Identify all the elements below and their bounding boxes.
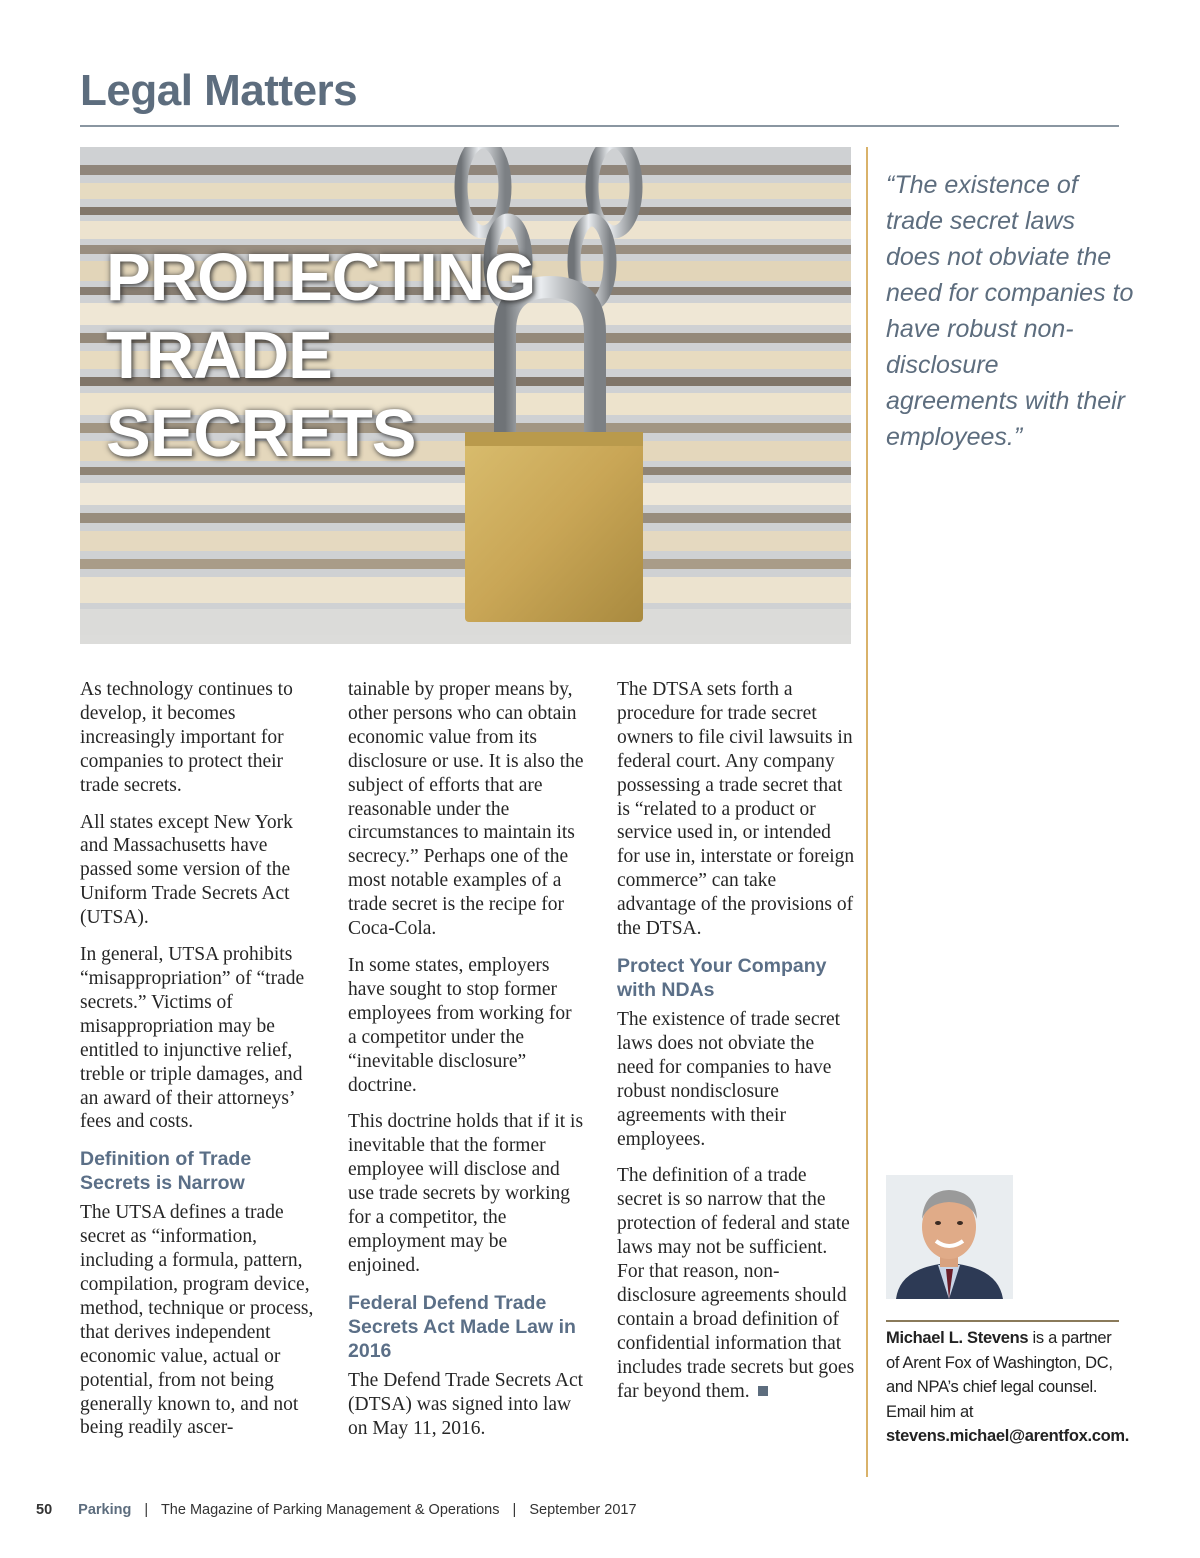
end-of-article-icon <box>758 1386 768 1396</box>
paragraph: In general, UTSA prohibits “misappropriation” of “trade secrets.” Victims of misappropriation may be entitled to injunctive relief, treble or triple damages, and an award of their attorneys’ fees and costs. <box>80 944 305 1133</box>
hero-title <box>106 239 535 473</box>
paragraph: This doctrine holds that if it is inevitable that the former employee will disclose and use trade secrets by working for a competitor, the employment may be enjoined. <box>348 1111 584 1276</box>
footer-separator: | <box>512 1502 517 1518</box>
subheading: Federal Defend Trade Secrets Act Made Law in 2016 <box>348 1291 576 1362</box>
paragraph: tainable by proper means by, other persons who can obtain economic value from its disclosure or use. It is also the subject of efforts that are reasonable under the circumstances to maintain its secrecy.” Perhaps one of the most notable examples of a trade secret is the recipe for Coca-Cola. <box>348 679 584 940</box>
paragraph: In some states, employers have sought to stop former employees from working for a competitor under the “inevitable disclosure” doctrine. <box>348 954 572 1096</box>
paragraph-last <box>617 1164 855 1403</box>
article-column-2 <box>348 678 584 1453</box>
author-email: stevens.michael@arentfox.com. <box>886 1427 1130 1445</box>
article-column-3 <box>617 678 855 1416</box>
subheading: Definition of Trade Secrets is Narrow <box>80 1148 252 1195</box>
title-divider <box>80 125 1119 127</box>
hero-title-line-1: PROTECTING <box>106 240 536 315</box>
paragraph-text: The definition of a trade secret is so narrow that the protection of federal and state laws may not be sufficient. For that reason, non-disclosure agreements should contain a broad definition of confidential information that includes trade secrets but goes far beyond them. <box>617 1165 855 1402</box>
footer-separator: | <box>144 1502 149 1518</box>
paragraph: The UTSA defines a trade secret as “information, including a formula, pattern, compilation, program device, method, technique or process, that derives independent economic value, actual or potential, from not being generally known to, and not being readily ascer- <box>80 1202 314 1439</box>
author-portrait <box>886 1175 1013 1299</box>
hero-image <box>80 147 851 644</box>
paragraph: The existence of trade secret laws does not obviate the need for companies to have robust nondisclosure agreements with their employees. <box>617 1008 841 1150</box>
issue-date: September 2017 <box>529 1502 637 1518</box>
hero-title-line-3: SECRETS <box>106 396 416 471</box>
column-divider <box>866 147 868 1477</box>
paragraph: The Defend Trade Secrets Act (DTSA) was signed into law on May 11, 2016. <box>348 1369 584 1439</box>
page-footer <box>36 1502 637 1518</box>
author-bio-text: is a partner of Arent Fox of Washington, DC, and NPA’s chief legal counsel. Email him at <box>886 1329 1113 1421</box>
author-bio <box>886 1326 1130 1449</box>
magazine-name: Parking <box>78 1502 132 1518</box>
paragraph: All states except New York and Massachusetts have passed some version of the Uniform Trade Secrets Act (UTSA). <box>80 811 293 929</box>
author-photo <box>886 1175 1013 1299</box>
hero-title-line-2: TRADE <box>106 318 332 393</box>
paragraph: As technology continues to develop, it becomes increasingly important for companies to protect their trade secrets. <box>80 679 293 796</box>
page-number: 50 <box>36 1502 53 1518</box>
magazine-subtitle: The Magazine of Parking Management & Operations <box>160 1502 500 1518</box>
article-column-1 <box>80 678 316 1453</box>
paragraph: The DTSA sets forth a procedure for trade secret owners to file civil lawsuits in federal court. Any company possessing a trade secret that is “related to a product or service used in, or intended for use in, interstate or foreign commerce” can take advantage of the provisions of the DTSA. <box>617 679 855 940</box>
author-name: Michael L. Stevens <box>886 1329 1029 1347</box>
author-divider <box>886 1320 1119 1322</box>
pull-quote: “The existence of trade secret laws does not obviate the need for companies to have robust non-disclosure agreements with their employees.” <box>886 171 1134 451</box>
section-title: Legal Matters <box>80 66 358 115</box>
subheading: Protect Your Company with NDAs <box>617 954 827 1001</box>
